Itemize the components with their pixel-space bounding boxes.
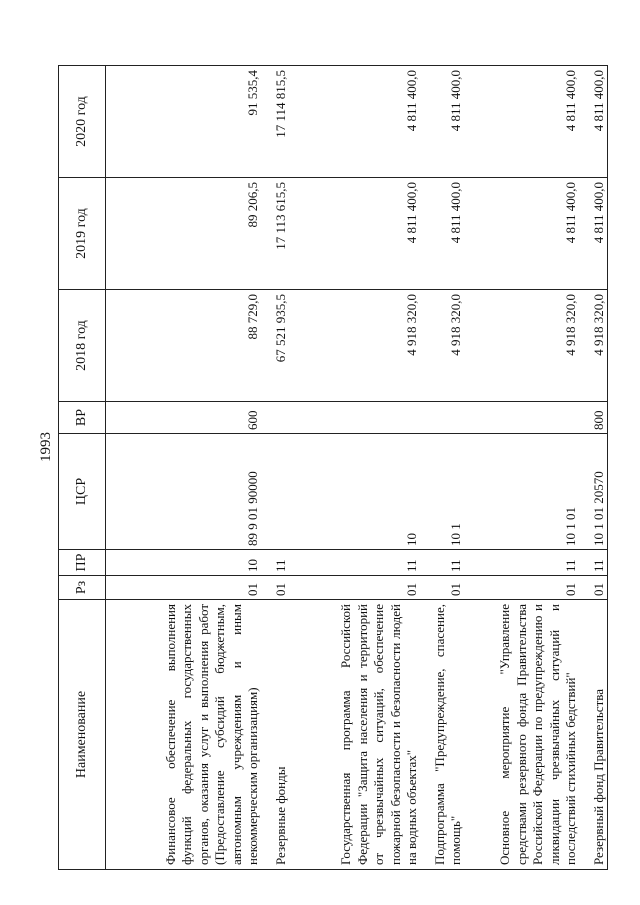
header-2019: 2019 год	[59, 178, 106, 290]
row-2020: 17 114 815,5	[262, 66, 290, 178]
row-pr: 10	[106, 550, 262, 576]
header-csr: ЦСР	[59, 434, 106, 550]
row-2019: 4 811 400,0	[421, 178, 465, 290]
row-2019: 17 113 615,5	[262, 178, 290, 290]
table-row	[106, 66, 262, 870]
row-vr	[290, 402, 421, 434]
row-csr: 10 1 01 20570	[580, 434, 608, 550]
row-2019: 4 811 400,0	[465, 178, 580, 290]
row-name: Государственная программа Российской Федерации "Защита населения и территорий от чрезвычайных ситуаций, обеспечение пожарной безопасности и безопасности людей на водных объектах"	[290, 600, 421, 870]
row-2020: 4 811 400,0	[465, 66, 580, 178]
row-name: Подпрограмма "Предупреждение, спасение, помощь"	[421, 600, 465, 870]
row-2018: 4 918 320,0	[421, 290, 465, 402]
row-pr: 11	[421, 550, 465, 576]
row-rz: 01	[465, 576, 580, 600]
page-number: 1993	[38, 432, 54, 462]
row-csr: 10 1	[421, 434, 465, 550]
budget-table	[58, 65, 608, 870]
row-name: Резервные фонды	[262, 600, 290, 870]
row-csr: 89 9 01 90000	[106, 434, 262, 550]
row-csr: 10	[290, 434, 421, 550]
row-2020: 4 811 400,0	[580, 66, 608, 178]
row-2018: 67 521 935,5	[262, 290, 290, 402]
row-2019: 4 811 400,0	[580, 178, 608, 290]
row-2019: 89 206,5	[106, 178, 262, 290]
row-2018: 88 729,0	[106, 290, 262, 402]
header-2018: 2018 год	[59, 290, 106, 402]
row-2018: 4 918 320,0	[580, 290, 608, 402]
rotated-table-container	[58, 70, 606, 870]
header-rz: Рз	[59, 576, 106, 600]
header-name: Наименование	[59, 600, 106, 870]
row-csr: 10 1 01	[465, 434, 580, 550]
row-2019: 4 811 400,0	[290, 178, 421, 290]
row-vr	[421, 402, 465, 434]
table-header-row	[59, 66, 106, 870]
row-vr: 800	[580, 402, 608, 434]
row-rz: 01	[262, 576, 290, 600]
table-row	[262, 66, 290, 870]
row-vr	[465, 402, 580, 434]
row-name: Финансовое обеспечение выполнения функций федеральных государственных органов, оказания услуг и выполнения работ (Предоставление субсидий бюджетным, автономным учреждениям и иным некоммерческим организациям)	[106, 600, 262, 870]
table-row	[465, 66, 580, 870]
row-vr	[262, 402, 290, 434]
table-row	[580, 66, 608, 870]
row-rz: 01	[580, 576, 608, 600]
row-name: Основное мероприятие "Управление средствами резервного фонда Правительства Российской Федерации по предупреждению и ликвидации чрезвычайных ситуаций и последствий стихийных бедствий"	[465, 600, 580, 870]
row-2018: 4 918 320,0	[290, 290, 421, 402]
row-2020: 4 811 400,0	[290, 66, 421, 178]
table-row	[290, 66, 421, 870]
row-2018: 4 918 320,0	[465, 290, 580, 402]
row-2020: 4 811 400,0	[421, 66, 465, 178]
row-2020: 91 535,4	[106, 66, 262, 178]
row-rz: 01	[106, 576, 262, 600]
row-csr	[262, 434, 290, 550]
row-name: Резервный фонд Правительства	[580, 600, 608, 870]
header-2020: 2020 год	[59, 66, 106, 178]
row-pr: 11	[580, 550, 608, 576]
row-pr: 11	[262, 550, 290, 576]
header-vr: ВР	[59, 402, 106, 434]
table-row	[421, 66, 465, 870]
row-pr: 11	[465, 550, 580, 576]
row-rz: 01	[421, 576, 465, 600]
header-pr: ПР	[59, 550, 106, 576]
row-rz: 01	[290, 576, 421, 600]
row-pr: 11	[290, 550, 421, 576]
row-vr: 600	[106, 402, 262, 434]
